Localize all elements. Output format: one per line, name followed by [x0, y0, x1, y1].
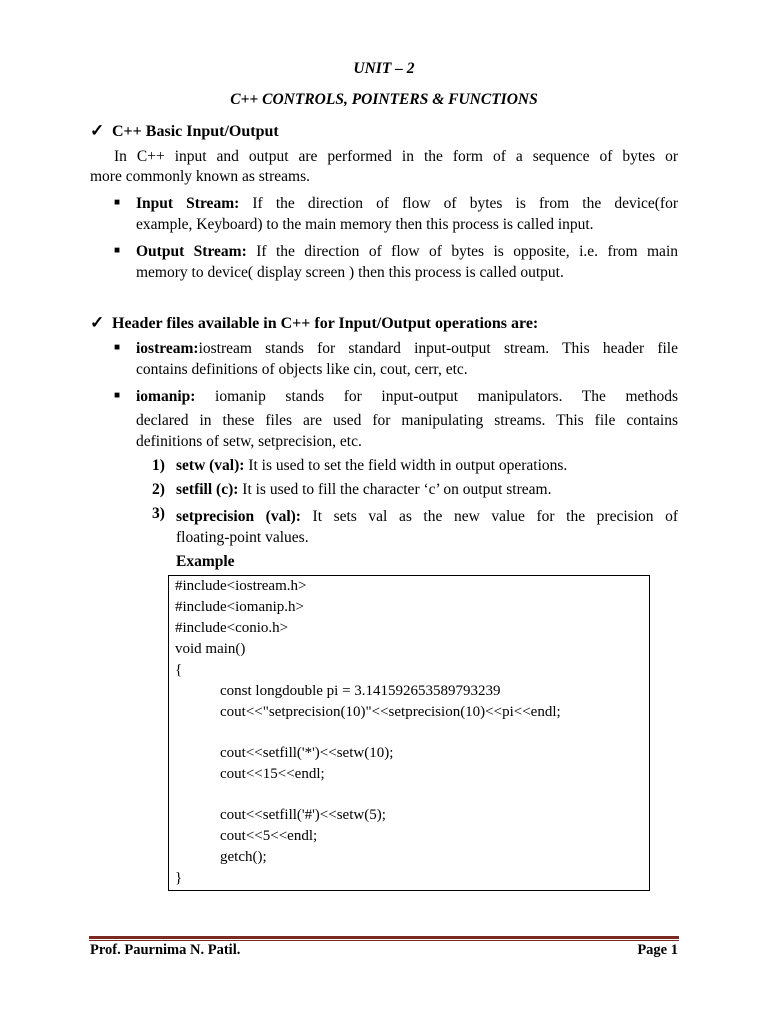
code-line: cout<<"setprecision(10)"<<setprecision(10)<<pi<<endl; — [220, 704, 561, 720]
bullet-text: iostream stands for standard input-output stream. This header file — [198, 340, 678, 357]
section-heading-text: Header files available in C++ for Input/Output operations are: — [112, 315, 539, 332]
bullet-input-stream-line1 — [136, 192, 678, 215]
bullet-text: iomanip stands for input-output manipulators. The methods — [195, 388, 678, 405]
numbered-term: setw (val): — [176, 457, 245, 474]
code-line: cout<<5<<endl; — [220, 828, 318, 844]
bullet-term: Output Stream: — [136, 243, 247, 260]
square-bullet-icon: ■ — [114, 245, 121, 256]
numbered-item-setprecision-line2: floating-point values. — [176, 529, 309, 546]
code-example-box — [168, 575, 650, 891]
section-heading-header-files — [90, 313, 538, 333]
bullet-output-stream-line2: memory to device( display screen ) then this process is called output. — [136, 264, 564, 281]
numbered-item-setfill — [176, 481, 551, 499]
section-heading-text: C++ Basic Input/Output — [112, 123, 279, 140]
section-heading-basic-io — [90, 121, 279, 141]
bullet-text: If the direction of flow of bytes is from the device(for — [239, 195, 678, 212]
list-number: 3) — [152, 505, 165, 522]
checkmark-icon: ✓ — [90, 121, 105, 140]
numbered-text: It is used to set the field width in output operations. — [244, 457, 568, 474]
footer-rule — [89, 936, 679, 939]
numbered-text: It sets val as the new value for the precision of — [300, 508, 678, 525]
code-line: cout<<setfill('*')<<setw(10); — [220, 745, 394, 761]
bullet-iomanip-line2: declared in these files are used for manipulating streams. This file contains — [136, 412, 678, 429]
example-label: Example — [176, 553, 235, 570]
code-line: const longdouble pi = 3.141592653589793239 — [220, 683, 501, 699]
bullet-iostream-line2: contains definitions of objects like cin, cout, cerr, etc. — [136, 361, 468, 378]
intro-line-2: more commonly known as streams. — [90, 168, 310, 185]
code-line: getch(); — [220, 849, 267, 865]
footer-author: Prof. Paurnima N. Patil. — [90, 942, 241, 958]
code-line: cout<<setfill('#')<<setw(5); — [220, 807, 386, 823]
footer-page-number: Page 1 — [637, 942, 678, 958]
code-line: void main() — [175, 641, 246, 657]
square-bullet-icon: ■ — [114, 197, 121, 208]
numbered-item-setw — [176, 457, 567, 475]
code-line: { — [175, 662, 183, 678]
bullet-output-stream-line1 — [136, 240, 678, 263]
bullet-input-stream-line2: example, Keyboard) to the main memory then this process is called input. — [136, 216, 594, 233]
code-line: #include<conio.h> — [175, 620, 289, 636]
numbered-text: It is used to fill the character ‘c’ on output stream. — [238, 481, 552, 498]
bullet-iomanip-line1 — [136, 385, 678, 408]
intro-line-1: In C++ input and output are performed in the form of a sequence of bytes or — [114, 148, 678, 165]
bullet-iostream-line1 — [136, 337, 678, 360]
bullet-iomanip-line3: definitions of setw, setprecision, etc. — [136, 433, 362, 450]
unit-title: UNIT – 2 — [353, 60, 415, 77]
square-bullet-icon: ■ — [114, 342, 121, 353]
bullet-text: If the direction of flow of bytes is opposite, i.e. from main — [246, 243, 678, 260]
numbered-term: setfill (c): — [176, 481, 239, 498]
code-line: #include<iomanip.h> — [175, 599, 304, 615]
numbered-term: setprecision (val): — [176, 508, 301, 525]
code-line: } — [175, 870, 183, 886]
bullet-term: iomanip: — [136, 388, 196, 405]
chapter-title: C++ CONTROLS, POINTERS & FUNCTIONS — [230, 91, 538, 108]
bullet-term: iostream: — [136, 340, 199, 357]
list-number: 2) — [152, 481, 165, 498]
list-number: 1) — [152, 457, 165, 474]
checkmark-icon: ✓ — [90, 313, 105, 332]
code-line: cout<<15<<endl; — [220, 766, 325, 782]
footer-rule-thin — [89, 940, 679, 941]
square-bullet-icon: ■ — [114, 390, 121, 401]
bullet-term: Input Stream: — [136, 195, 240, 212]
numbered-item-setprecision — [176, 505, 678, 528]
code-line: #include<iostream.h> — [175, 578, 307, 594]
